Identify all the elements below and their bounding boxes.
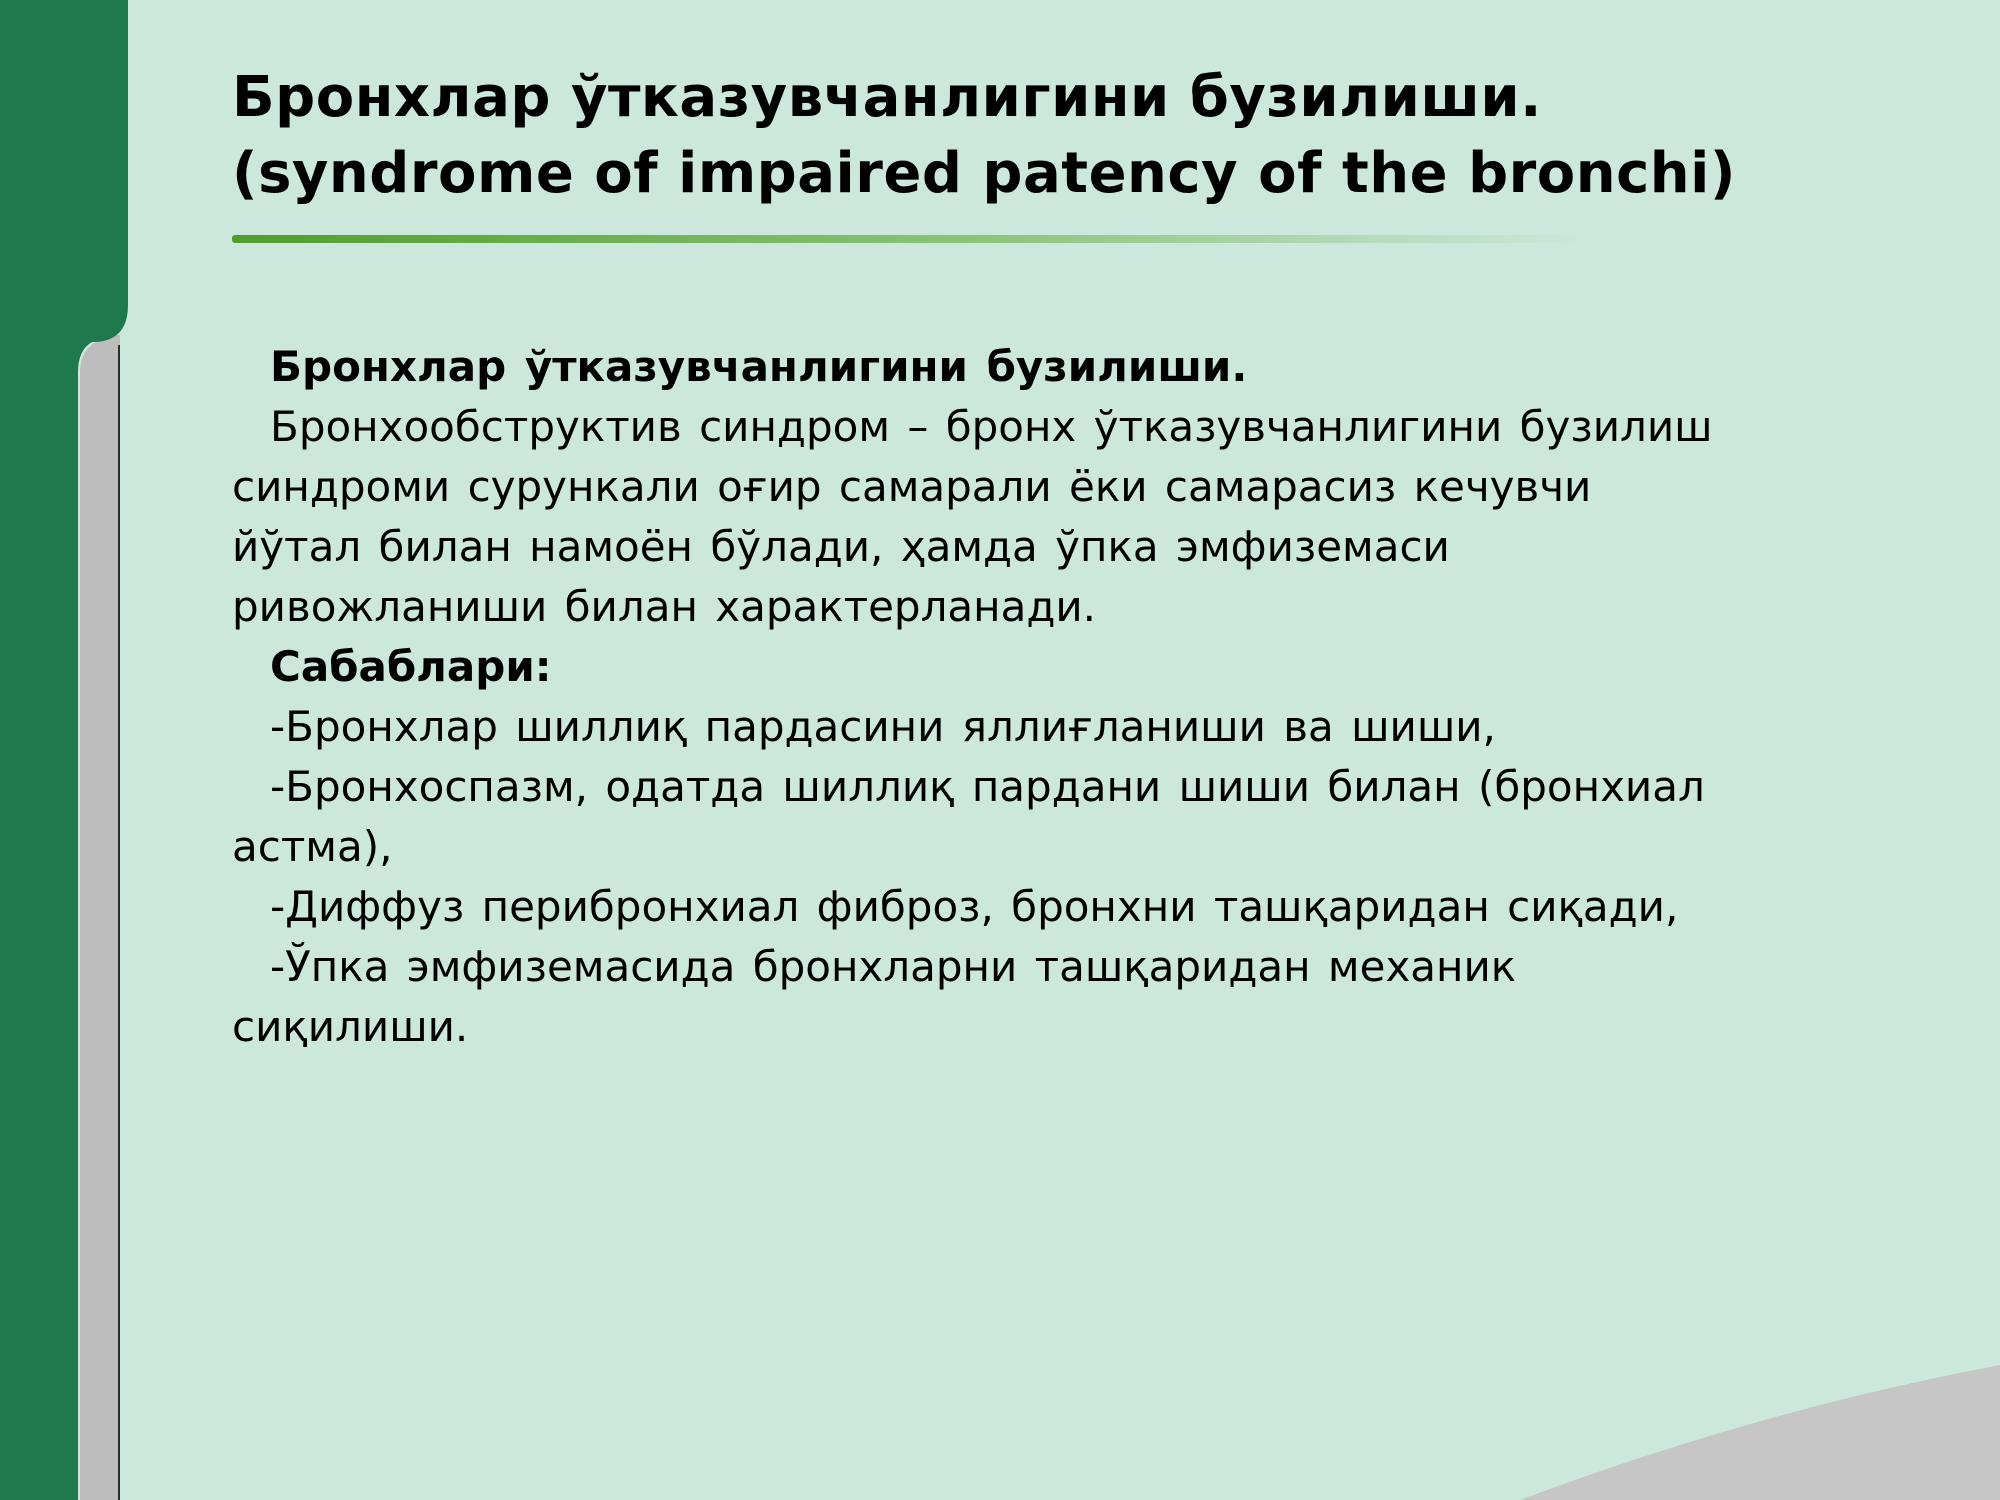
causes-heading: Сабаблари: bbox=[270, 642, 552, 691]
sidebar-gray-strip bbox=[80, 335, 120, 1500]
title-line-2: (syndrome of impaired patency of the bronchi) bbox=[232, 141, 1736, 206]
cause-line: -Бронхлар шиллиқ пардасини яллиғланиши ва шиши, bbox=[270, 702, 1496, 751]
slide-body bbox=[232, 337, 1812, 1057]
cause-line: -Диффуз перибронхиал фиброз, бронхни ташқаридан сиқади, bbox=[270, 882, 1679, 931]
definition-line: Бронхообструктив синдром – бронх ўтказувчанлигини бузилиш bbox=[270, 402, 1713, 451]
slide-title bbox=[232, 60, 1972, 212]
definition-line: ривожланиши билан характерланади. bbox=[232, 582, 1097, 631]
body-heading: Бронхлар ўтказувчанлигини бузилиши. bbox=[270, 342, 1248, 391]
cause-line: астма), bbox=[232, 822, 393, 871]
definition-line: йўтал билан намоён бўлади, ҳамда ўпка эмфиземаси bbox=[232, 522, 1450, 571]
cause-line: сиқилиши. bbox=[232, 1002, 469, 1051]
corner-wave bbox=[1520, 1365, 2000, 1500]
cause-line: -Бронхоспазм, одатда шиллиқ пардани шиши билан (бронхиал bbox=[270, 762, 1705, 811]
cause-line: -Ўпка эмфиземасида бронхларни ташқаридан механик bbox=[270, 942, 1517, 991]
definition-line: синдроми сурункали оғир самарали ёки самарасиз кечувчи bbox=[232, 462, 1592, 511]
title-line-1: Бронхлар ўтказувчанлигини бузилиши. bbox=[232, 65, 1542, 130]
title-underline bbox=[232, 235, 1592, 243]
